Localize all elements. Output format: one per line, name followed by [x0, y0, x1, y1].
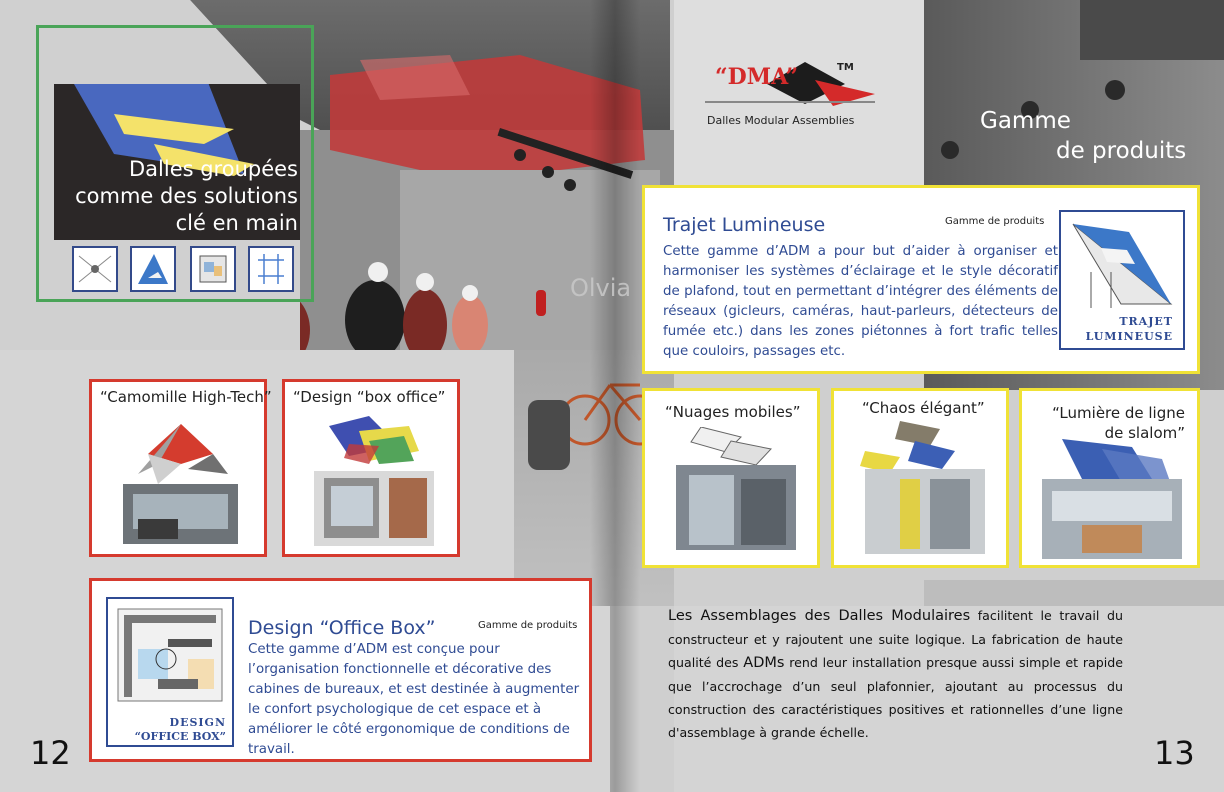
page-number-left: 12 — [30, 734, 71, 772]
slalom-caption — [1052, 403, 1185, 443]
light-track-icon[interactable] — [248, 246, 294, 292]
camomille-illustration — [118, 414, 244, 544]
hero-line-1: Dalles groupées — [128, 157, 298, 181]
dma-subtitle: Dalles Modular Assemblies — [707, 114, 855, 127]
trajet-logo-line2: LUMINEUSE — [1085, 330, 1173, 343]
dma-logo — [695, 58, 895, 128]
page-number-right: 13 — [1154, 734, 1195, 772]
box-office-illustration — [309, 416, 439, 546]
office-box-title: Design “Office Box” — [248, 617, 436, 639]
office-box-plan-icon — [108, 599, 232, 711]
hero-line-3: clé en main — [175, 211, 298, 235]
slalom-caption-line-1: “Lumière de ligne — [1052, 404, 1185, 422]
box-office-caption: “Design “box office” — [293, 388, 446, 406]
chaos-caption: “Chaos élégant” — [862, 399, 985, 417]
hero-text — [58, 156, 298, 237]
nuages-card[interactable] — [642, 388, 820, 568]
body-text-adms: ADMs — [743, 655, 785, 671]
dma-tm: TM — [837, 62, 854, 73]
slalom-card[interactable] — [1019, 388, 1200, 568]
office-box-logo — [106, 597, 234, 747]
body-text-part-2: rend leur installation presque aussi simple et rapide que l’accrochage d’un seul plafonnier, ajoutant au processus du construction des caractéristiques positives et rationnelles d’une ligne d'assemblage à grande échelle. — [668, 655, 1124, 740]
camomille-card[interactable] — [89, 379, 272, 557]
tile-grid-icon[interactable] — [190, 246, 236, 292]
slalom-illustration — [1042, 439, 1182, 561]
trajet-logo-line1: TRAJET — [1119, 315, 1173, 328]
box-office-card[interactable] — [282, 379, 460, 557]
slalom-caption-line-2: de slalom” — [1104, 424, 1185, 442]
heading-line-1: Gamme — [980, 108, 1071, 134]
hero-line-2: comme des solutions — [75, 184, 298, 208]
scene-sign: Olvia — [570, 274, 632, 302]
trajet-logo — [1059, 210, 1185, 350]
office-box-body: Cette gamme d’ADM est conçue pour l’organisation fonctionnelle et décorative des cabines de bureaux, et est destinée à augmenter le confort psychologique de cet espace et à améliorer le côté ergonomique de conditions de travail. — [248, 642, 580, 757]
body-text-part-1: facilitent le travail du constructeur et y rajoutent une suite logique. La fabrication de haute qualité des — [668, 608, 1123, 670]
heading-line-2: de produits — [1056, 138, 1187, 164]
chaos-illustration — [860, 421, 990, 556]
trajet-tag: Gamme de produits — [945, 216, 1045, 227]
office-box-logo-line2: “OFFICE BOX” — [134, 730, 226, 743]
triangle-tile-icon[interactable] — [130, 246, 176, 292]
office-box-tag: Gamme de produits — [478, 620, 578, 631]
chaos-card[interactable] — [831, 388, 1009, 568]
radial-lights-icon[interactable] — [72, 246, 118, 292]
office-box-logo-line1: DESIGN — [169, 716, 226, 729]
office-box-card — [89, 578, 592, 762]
nuages-caption: “Nuages mobiles” — [665, 403, 801, 421]
dma-logo-text: “DMA” — [715, 64, 799, 90]
body-text-lead: Les Assemblages des Dalles Modulaires — [668, 608, 971, 624]
nuages-illustration — [671, 427, 801, 557]
trajet-body: Cette gamme d’ADM a pour but d’aider à organiser et harmoniser les systèmes d’éclairage et le style décoratif de plafond, tout en permettant d’intégrer des éléments de réseaux (gicleurs, caméras, haut-parleurs, détecteurs de fumée etc.) dans les zones piétonnes à fort trafic telles que couloirs, passages etc. — [663, 244, 1058, 359]
body-text — [668, 604, 1123, 744]
camomille-caption: “Camomille High-Tech” — [100, 388, 272, 406]
trajet-triangle-icon — [1061, 212, 1183, 318]
trajet-title: Trajet Lumineuse — [663, 214, 826, 236]
trajet-card — [642, 185, 1200, 374]
